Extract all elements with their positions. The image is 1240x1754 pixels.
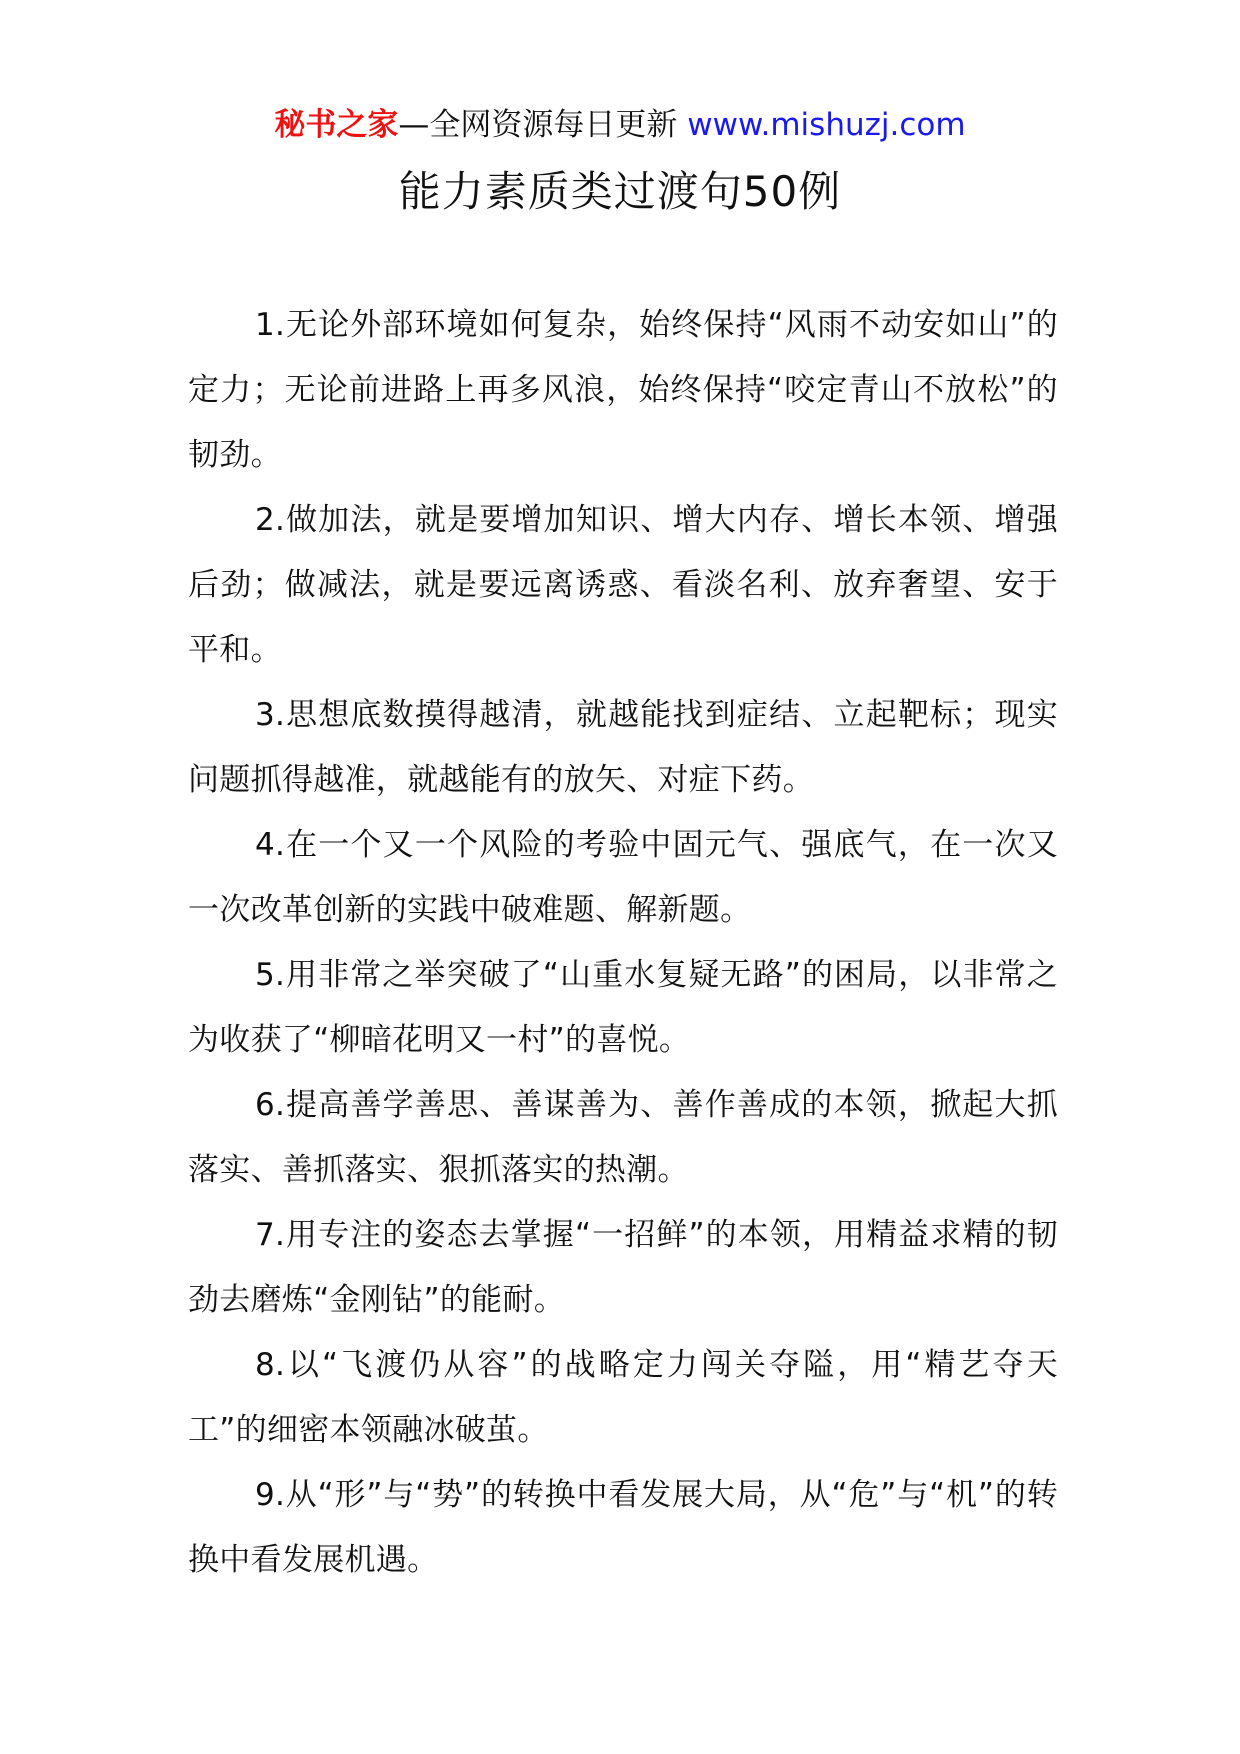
document-title: 能力素质类过渡句50例 [398, 167, 842, 216]
paragraph-4: 4.在一个又一个风险的考验中固元气、强底气，在一次又一次改革创新的实践中破难题、解新题。 [188, 827, 1058, 928]
site-url-link[interactable]: www.mishuzj.com [687, 107, 966, 143]
paragraph-1: 1.无论外部环境如何复杂，始终保持“风雨不动安如山”的定力；无论前进路上再多风浪，始终保持“咬定青山不放松”的韧劲。 [188, 307, 1058, 473]
paragraph-6: 6.提高善学善思、善谋善为、善作善成的本领，掀起大抓落实、善抓落实、狠抓落实的热潮。 [188, 1087, 1058, 1188]
paragraph-5: 5.用非常之举突破了“山重水复疑无路”的困局，以非常之为收获了“柳暗花明又一村”的喜悦。 [188, 957, 1058, 1058]
site-header [0, 103, 1240, 147]
document-body [188, 293, 1058, 1593]
paragraph-2: 2.做加法，就是要增加知识、增大内存、增长本领、增强后劲；做减法，就是要远离诱惑、看淡名利、放弃奢望、安于平和。 [188, 502, 1058, 668]
paragraph-3: 3.思想底数摸得越清，就越能找到症结、立起靶标；现实问题抓得越准，就越能有的放矢、对症下药。 [188, 697, 1058, 798]
site-slogan: —全网资源每日更新 [398, 107, 688, 143]
paragraph-7: 7.用专注的姿态去掌握“一招鲜”的本领，用精益求精的韧劲去磨炼“金刚钻”的能耐。 [188, 1217, 1058, 1318]
paragraph-8: 8.以“飞渡仍从容”的战略定力闯关夺隘，用“精艺夺天工”的细密本领融冰破茧。 [188, 1347, 1058, 1448]
site-brand: 秘书之家 [274, 107, 399, 143]
paragraph-9: 9.从“形”与“势”的转换中看发展大局，从“危”与“机”的转换中看发展机遇。 [188, 1477, 1058, 1578]
